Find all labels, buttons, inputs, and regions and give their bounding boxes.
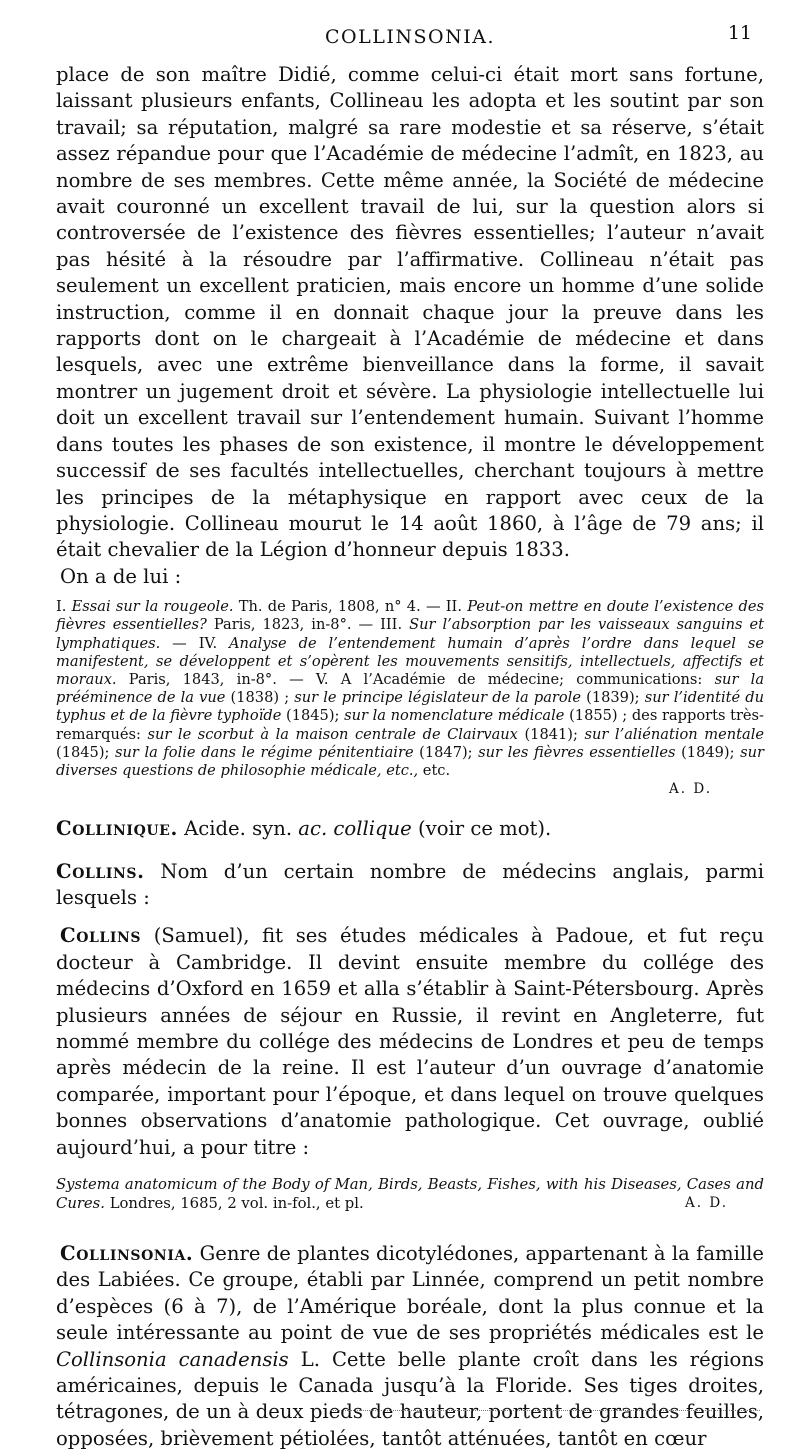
reference-details: A l’Académie de médecine; communications: — [340, 670, 715, 688]
reference-title: sur le scorbut à la maison centrale de Clairvaux — [147, 725, 518, 743]
reference-number: II. — [445, 598, 468, 616]
entry-head-collinique: Collinique. — [56, 817, 178, 841]
reference-title: Essai sur la rougeole. — [71, 598, 234, 616]
reference-title: Sur l’absorption par les vaisseaux sanguins et lymphatiques. — [56, 616, 764, 652]
collins-samuel-work-title: Systema anatomicum of the Body of Man, Birds, Beasts, Fishes, with his Diseases, Cases and Cures. — [56, 1176, 764, 1213]
collineau-signature: A. D. — [669, 781, 712, 798]
reference-details: (1838) ; — [225, 689, 295, 707]
reference-details: — — [160, 634, 199, 652]
entry-head-collins: Collins. — [56, 859, 145, 883]
collineau-biography: place de son maître Didié, comme celui-ci était mort sans fortune, laissant plusieurs enfants, Collineau les adopta et les soutint par son travail; sa réputation, malgré sa rare modestie et sa réserve, s’était assez répandue pour que l’Académie de médecine l’admît, en 1823, au nombre de ses membres. Cette même année, la Société de médecine avait couronné un excellent travail de lui, sur la question alors si controversée de l’existence des fièvres essentielles; l’auteur n’avait pas hésité à la résoudre par l’affirmative. Collineau n’était pas seulement un excellent praticien, mais encore un homme d’une solide instruction, comme il en donnait chaque jour la preuve dans les rapports dont on le chargeait à l’Académie de médecine et dans lesquels, avec une extrême bienveillance dans la forme, il savait montrer un jugement droit et sévère. La physiologie intellectuelle lui doit un excellent travail sur l’entendement humain. Suivant l’homme dans toutes les phases de son existence, il montre le développement successif de ses facultés intellectuelles, cherchant toujours à mettre les principes de la métaphysique en rapport avec ceux de la physiologie. Collineau mourut le 14 août 1860, à l’âge de 79 ans; il était chevalier de la Légion d’honneur depuis 1833. — [56, 63, 764, 562]
collinsonia-text-1: Genre de plantes dicotylédones, appartenant à la famille des Labiées. Ce groupe, établi par Linnée, comprend un petit nombre d’espèces (6 à 7), de l’Amérique boréale, dont la plus connue et la seule intéressante au point de vue de ses propriétés médicales est le — [56, 1242, 764, 1345]
collinique-text: Acide. syn. — [177, 817, 299, 841]
entry-collins — [56, 859, 764, 912]
reference-details: (1855) ; des rapports très-remarqués: — [56, 707, 764, 743]
reference-number: I. — [56, 598, 72, 616]
reference-number: V. — [315, 670, 341, 688]
collinique-abbrev: ac. — [298, 817, 328, 841]
collinsonia-species: Collinsonia canadensis — [56, 1347, 289, 1371]
reference-number: IV. — [198, 634, 230, 652]
footer-rule — [330, 1410, 760, 1411]
reference-title: sur la prééminence de la vue — [56, 670, 765, 707]
collins-samuel-work-details: Londres, 1685, 2 vol. in-fol., et pl. — [104, 1195, 364, 1213]
reference-title: sur l’identité du typhus et de la fièvre typhoïde — [56, 689, 764, 725]
reference-details: (1849); — [675, 743, 741, 761]
collineau-references — [56, 598, 764, 780]
reference-number: III. — [380, 616, 410, 634]
reference-title: sur l’aliénation mentale — [584, 725, 765, 743]
collins-samuel-work — [56, 1175, 764, 1213]
reference-title: sur la nomenclature médicale — [344, 707, 565, 725]
collinsonia-text-2: L. Cette belle plante croît dans les régions américaines, depuis le Canada jusqu’à la Floride. Ses tiges droites, tétragones, de un à deux pieds de hauteur, portent de grandes feuilles, opposées, brièvement pétiolées, tantôt atténuées, tantôt en cœur — [56, 1347, 764, 1450]
reference-details: (1845); — [281, 707, 345, 725]
collins-text: Nom d’un certain nombre de médecins anglais, parmi lesquels : — [56, 859, 764, 909]
reference-details: Paris, 1823, in-8°. — — [206, 616, 381, 634]
reference-details: etc. — [418, 761, 451, 779]
running-head — [60, 22, 760, 52]
reference-title: sur le principe législateur de la parole — [294, 689, 581, 707]
reference-title: sur la folie dans le régime pénitentiaire — [115, 743, 414, 761]
reference-details: (1839); — [580, 689, 645, 707]
entry-collinique — [56, 816, 764, 842]
collins-samuel-text: fit ses études médicales à Padoue, et fut reçu docteur à Cambridge. Il devint ensuite membre du collége des médecins d’Oxford en 1659 et alla s’établir à Saint-Pétersbourg. Après plusieurs années de séjour en Russie, il revint en Angleterre, fut nommé membre du collége des médecins de Londres et peu de temps après médecin de la reine. Il est l’auteur d’un ouvrage d’anatomie comparée, important pour l’époque, et dans lequel on trouve quelques bonnes observations d’anatomie pathologique. Cet ouvrage, oublié aujourd’hui, a pour titre : — [56, 924, 764, 1159]
reference-details: (1845); — [56, 743, 116, 761]
collins-samuel-signature: A. D. — [685, 1195, 728, 1212]
page-number: 11 — [727, 22, 752, 44]
entry-collins-samuel — [56, 923, 764, 1161]
body-text — [56, 62, 764, 1452]
reference-title: sur les fièvres essentielles — [478, 743, 676, 761]
entry-head-collinsonia: Collinsonia. — [60, 1242, 194, 1266]
reference-title: Analyse de l’entendement humain d’après l’ordre dans lequel se manifestent, se développent et s’opèrent les mouvements sensitifs, intellectuels, affectifs et moraux. — [56, 634, 765, 688]
reference-details: (1841); — [517, 725, 585, 743]
reference-details: (1847); — [413, 743, 479, 761]
entry-head-collins-samuel: Collins — [60, 924, 142, 948]
reference-title: Peut-on mettre en doute l’existence des fièvres essentielles? — [56, 598, 764, 634]
running-title: COLLINSONIA. — [325, 26, 495, 48]
collinique-term: collique — [333, 817, 412, 841]
reference-details: Paris, 1843, in-8°. — — [116, 670, 316, 688]
collins-samuel-name: (Samuel), — [141, 924, 250, 948]
entry-collinsonia — [56, 1241, 764, 1452]
reference-title: sur diverses questions de philosophie médicale, etc., — [56, 743, 764, 779]
collinique-see-also: (voir ce mot). — [411, 817, 552, 841]
reference-details: Th. de Paris, 1808, n° 4. — — [233, 598, 446, 616]
works-intro: On a de lui : — [60, 564, 182, 588]
